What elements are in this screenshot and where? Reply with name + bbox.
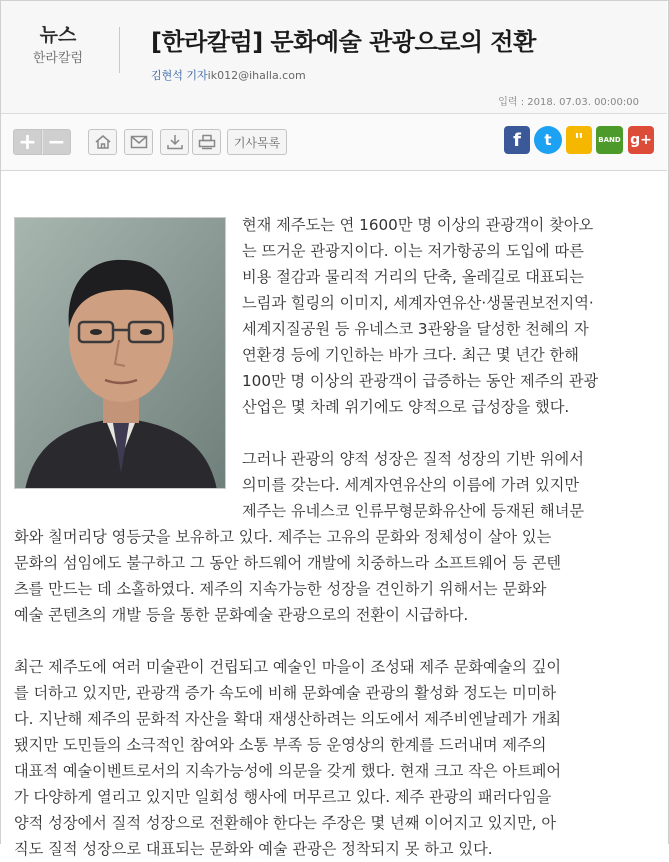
article-header <box>1 1 667 114</box>
category-label[interactable]: 뉴스 <box>39 24 77 46</box>
reporter-name[interactable]: 김현석 기자 <box>151 69 208 82</box>
article-line: 세계지질공원 등 유네스코 3관왕을 달성한 천혜의 자 <box>242 320 589 338</box>
article-line: 의미를 갖는다. 세계자연유산의 이름에 가려 있지만 <box>242 476 580 494</box>
print-button[interactable] <box>192 129 221 155</box>
article-body <box>14 212 652 862</box>
article-line: 100만 명 이상의 관광객이 급증하는 동안 제주의 관광 <box>242 372 599 390</box>
googleplus-icon[interactable]: g+ <box>628 126 654 154</box>
print-icon <box>198 134 216 150</box>
header-divider <box>119 27 120 73</box>
band-icon[interactable] <box>596 126 623 154</box>
reporter-email[interactable]: ik012@ihalla.com <box>207 69 306 82</box>
facebook-icon[interactable]: f <box>504 126 530 154</box>
article-title: [한라칼럼] 문화예술 관광으로의 전환 <box>151 28 536 56</box>
article-line: 대표적 예술이벤트로서의 지속가능성에 의문을 갖게 했다. 현재 크고 작은 아트페어 <box>14 762 562 780</box>
article-line: 를 더하고 있지만, 관광객 증가 속도에 비해 문화예술 관광의 활성화 정도는 미미하 <box>14 684 557 702</box>
band-label: BAND <box>598 136 621 144</box>
twitter-icon[interactable]: t <box>534 126 562 154</box>
zoom-out-button[interactable]: − <box>42 129 71 155</box>
article-line: 산업은 몇 차례 위기에도 양적으로 급성장을 했다. <box>242 398 570 416</box>
article-toolbar <box>1 114 667 171</box>
article-line: 비용 절감과 물리적 거리의 단축, 올레길로 대표되는 <box>242 268 584 286</box>
article-line: 다. 지난해 제주의 문화적 자산을 확대 재생산하려는 의도에서 제주비엔날레가 개최 <box>14 710 562 728</box>
article-line: 화와 칠머리당 영등굿을 보유하고 있다. 제주는 고유의 문화와 정체성이 살아 있는 <box>14 528 552 546</box>
article-line: 최근 제주도에 여러 미술관이 건립되고 예술인 마을이 조성돼 제주 문화예술의 깊이 <box>14 658 562 676</box>
download-icon <box>166 134 184 150</box>
article-line: 됐지만 도민들의 소극적인 참여와 소통 부족 등 운영상의 한계를 드러내며 제주의 <box>14 736 547 754</box>
home-button[interactable] <box>88 129 117 155</box>
category-block <box>15 23 101 69</box>
article-line: 제주는 유네스코 인류무형문화유산에 등재된 해녀문 <box>242 502 585 520</box>
download-button[interactable] <box>160 129 189 155</box>
article-line: 그러나 관광의 양적 성장은 질적 성장의 기반 위에서 <box>242 450 584 468</box>
article-line: 직도 질적 성장으로 대표되는 문화와 예술 관광은 정착되지 못 하고 있다. <box>14 840 493 858</box>
mail-icon <box>130 135 148 149</box>
paragraph-gap <box>14 420 652 446</box>
home-icon <box>94 134 112 150</box>
article-line: 가 다양하게 열리고 있지만 일회성 행사에 머무르고 있다. 제주 관광의 패러다임을 <box>14 788 552 806</box>
kakaostory-icon[interactable]: " <box>566 126 592 154</box>
byline <box>151 67 306 83</box>
article-line: 츠를 만드는 데 소홀하였다. 제주의 지속가능한 성장을 견인하기 위해서는 문화와 <box>14 580 547 598</box>
article-list-button[interactable]: 기사목록 <box>227 129 287 155</box>
article-line: 문화의 섬임에도 불구하고 그 동안 하드웨어 개발에 치중하느라 소프트웨어 등 콘텐 <box>14 554 562 572</box>
paragraph-gap <box>14 628 652 654</box>
article-line: 양적 성장에서 질적 성장으로 전환해야 한다는 주장은 몇 년째 이어지고 있지만, 아 <box>14 814 557 832</box>
article-line: 예술 콘텐츠의 개발 등을 통한 문화예술 관광으로의 전환이 시급하다. <box>14 606 469 624</box>
email-button[interactable] <box>124 129 153 155</box>
article-line: 현재 제주도는 연 1600만 명 이상의 관광객이 찾아오 <box>242 216 594 234</box>
zoom-in-button[interactable]: + <box>13 129 42 155</box>
article-line: 는 뜨거운 관광지이다. 이는 저가항공의 도입에 따른 <box>242 242 584 260</box>
article-line: 연환경 등에 기인하는 바가 크다. 최근 몇 년간 한해 <box>242 346 579 364</box>
publish-date: 입력 : 2018. 07.03. 00:00:00 <box>498 97 639 108</box>
subcategory-label[interactable]: 한라칼럼 <box>32 51 84 66</box>
article-line: 느림과 힐링의 이미지, 세계자연유산·생물권보전지역· <box>242 294 594 312</box>
